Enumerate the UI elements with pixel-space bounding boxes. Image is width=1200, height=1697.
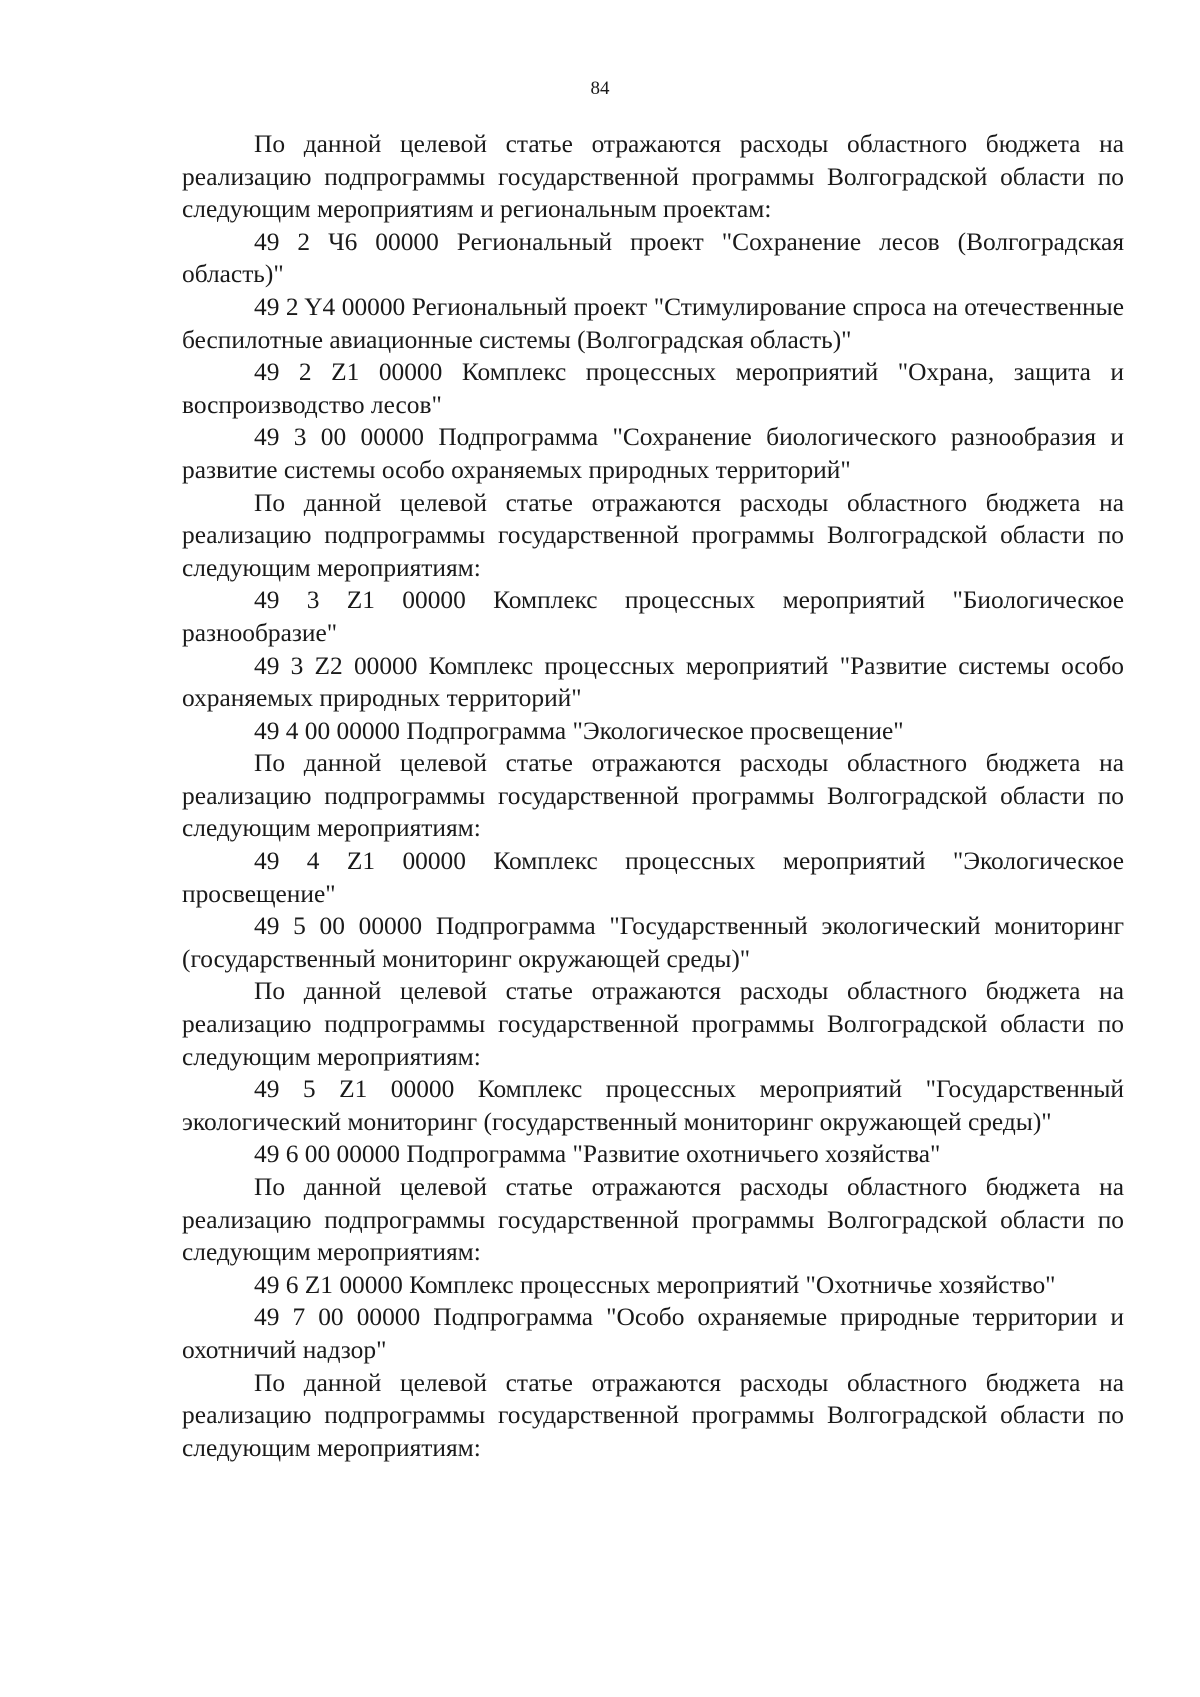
paragraph-item-49-2-z1: 49 2 Z1 00000 Комплекс процессных мероприятий "Охрана, защита и воспроизводство лесов" <box>182 358 1124 419</box>
paragraph-intro-49-4: По данной целевой статье отражаются расходы областного бюджета на реализацию подпрограммы государственной программы Волгоградской области по следующим мероприятиям: <box>182 749 1124 843</box>
paragraph-item-49-6-z1: 49 6 Z1 00000 Комплекс процессных мероприятий "Охотничье хозяйство" <box>254 1270 1056 1299</box>
paragraph-subprogram-49-5: 49 5 00 00000 Подпрограмма "Государственный экологический мониторинг (государственный мониторинг окружающей среды)" <box>182 912 1124 973</box>
paragraph-item-49-3-z2: 49 3 Z2 00000 Комплекс процессных мероприятий "Развитие системы особо охраняемых природных территорий" <box>182 651 1124 713</box>
page-number: 84 <box>590 78 610 99</box>
paragraph-intro-49-3: По данной целевой статье отражаются расходы областного бюджета на реализацию подпрограммы государственной программы Волгоградской области по следующим мероприятиям: <box>182 488 1124 582</box>
paragraph-intro-49-7: По данной целевой статье отражаются расходы областного бюджета на реализацию подпрограммы государственной программы Волгоградской области по следующим мероприятиям: <box>182 1368 1124 1462</box>
paragraph-item-49-2-y4: 49 2 Y4 00000 Региональный проект "Стимулирование спроса на отечественные беспилотные авиационные системы (Волгоградская область)" <box>182 292 1124 354</box>
paragraph-subprogram-49-7: 49 7 00 00000 Подпрограмма "Особо охраняемые природные территории и охотничий надзор" <box>182 1303 1124 1364</box>
paragraph-item-49-5-z1: 49 5 Z1 00000 Комплекс процессных мероприятий "Государственный экологический мониторинг (государственный мониторинг окружающей среды)" <box>182 1075 1124 1136</box>
document-body <box>182 128 1124 1464</box>
paragraph-item-49-2-ch6: 49 2 Ч6 00000 Региональный проект "Сохранение лесов (Волгоградская область)" <box>182 227 1124 289</box>
paragraph-intro-regional-projects: По данной целевой статье отражаются расходы областного бюджета на реализацию подпрограммы государственной программы Волгоградской области по следующим мероприятиям и региональным проектам: <box>182 130 1124 224</box>
paragraph-item-49-4-z1: 49 4 Z1 00000 Комплекс процессных мероприятий "Экологическое просвещение" <box>182 847 1124 908</box>
paragraph-subprogram-49-6: 49 6 00 00000 Подпрограмма "Развитие охотничьего хозяйства" <box>254 1140 941 1169</box>
paragraph-intro-49-6: По данной целевой статье отражаются расходы областного бюджета на реализацию подпрограммы государственной программы Волгоградской области по следующим мероприятиям: <box>182 1173 1124 1267</box>
paragraph-subprogram-49-3: 49 3 00 00000 Подпрограмма "Сохранение биологического разнообразия и развитие системы особо охраняемых природных территорий" <box>182 423 1124 484</box>
paragraph-item-49-3-z1: 49 3 Z1 00000 Комплекс процессных мероприятий "Биологическое разнообразие" <box>182 586 1124 647</box>
paragraph-intro-49-5: По данной целевой статье отражаются расходы областного бюджета на реализацию подпрограммы государственной программы Волгоградской области по следующим мероприятиям: <box>182 977 1124 1071</box>
paragraph-subprogram-49-4: 49 4 00 00000 Подпрограмма "Экологическое просвещение" <box>254 716 904 745</box>
